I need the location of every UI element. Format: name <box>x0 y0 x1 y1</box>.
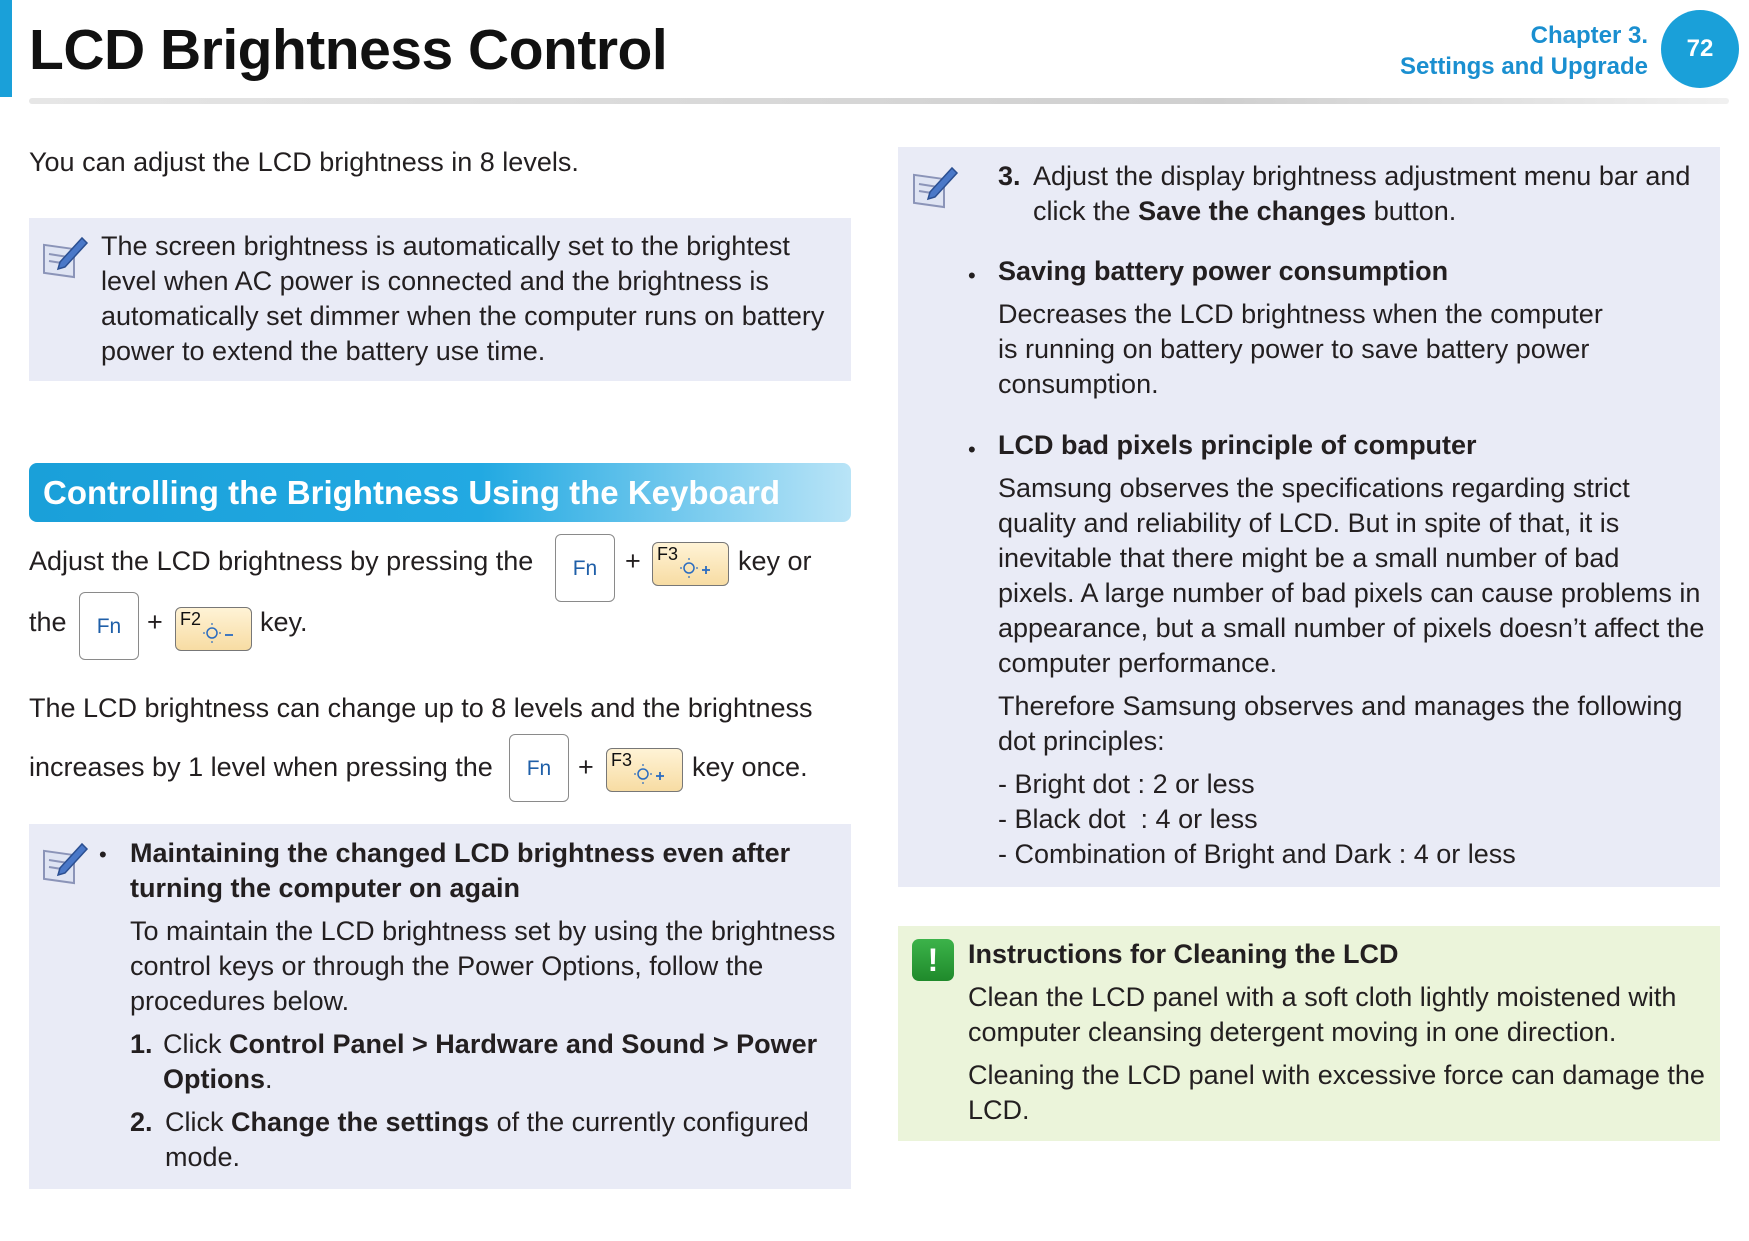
note2-bullet-title: Maintaining the changed LCD brightness even after turning the computer on again <box>130 838 791 903</box>
line1-text-pre: Adjust the LCD brightness by pressing the <box>29 546 534 576</box>
step-2-number: 2. <box>130 1107 153 1137</box>
note-pencil-icon <box>908 160 960 210</box>
fn-key-icon: Fn <box>79 592 139 660</box>
intro-text: You can adjust the LCD brightness in 8 levels. <box>29 147 579 177</box>
plus-sign: + <box>578 752 594 782</box>
note1-text <box>101 229 846 369</box>
header-accent-bar <box>0 0 12 97</box>
bullet-dot: • <box>968 437 976 462</box>
bullet-dot: • <box>99 842 107 867</box>
f3-brightness-up-key-icon: F3 <box>606 748 683 792</box>
control-panel-path: Control Panel > Hardware and Sound > Power <box>229 1029 818 1059</box>
fn-key-icon: Fn <box>509 734 569 802</box>
note2-description: To maintain the LCD brightness set by using the brightness control keys or through the Power Options, follow the procedures below. <box>130 916 836 1016</box>
list-item: - Combination of Bright and Dark : 4 or less <box>998 839 1516 869</box>
step-1: 1. Click Control Panel > Hardware and Sound > Power Options. <box>130 1029 818 1094</box>
chapter-label <box>1400 20 1648 82</box>
step-1-number: 1. <box>130 1029 153 1059</box>
page-number-badge: 72 <box>1661 10 1739 88</box>
note1-line: automatically set dimmer when the computer runs on battery <box>101 301 825 331</box>
f3-brightness-up-key-icon: F3 <box>652 542 729 586</box>
f2-brightness-down-key-icon: F2 <box>175 607 252 651</box>
caution-icon: ! <box>912 939 954 981</box>
header-divider <box>29 98 1729 104</box>
step-2: 2. Click Change the settings of the currently configured mode. <box>130 1107 809 1172</box>
section-heading: Controlling the Brightness Using the Keyboard <box>29 463 851 522</box>
change-settings-link-text: Change the settings <box>231 1107 490 1137</box>
saving-battery-block: Saving battery power consumption Decreases the LCD brightness when the computer is running on battery power to save battery power consumption. <box>998 254 1713 402</box>
keyboard-line-3: The LCD brightness can change up to 8 levels and the brightness <box>29 693 813 723</box>
note-pencil-icon <box>38 230 90 280</box>
plus-sign: + <box>147 607 163 637</box>
dot-principles-list <box>998 767 1713 872</box>
note1-line: power to extend the battery use time. <box>101 336 546 366</box>
plus-sign: + <box>625 546 641 576</box>
bad-pixels-title: LCD bad pixels principle of computer <box>998 430 1477 460</box>
list-item: - Black dot : 4 or less <box>998 804 1258 834</box>
fn-key-icon: Fn <box>555 534 615 602</box>
note2-content <box>130 836 850 1175</box>
line4-text-post: key once. <box>692 752 808 782</box>
bad-pixels-block: LCD bad pixels principle of computer Samsung observes the specifications regarding strict quality and reliability of LCD. But in spite of that, it is inevitable that there might be a small number of bad pixels. A large number of bad pixels can cause problems in appearance, but a small number of pixels doesn’t affect the computer performance. Therefore Samsung observes and manages the following dot principles: - Bright dot : 2 or less - Black dot : 4 or less - Combination of Bright and Dark : 4 or less <box>998 428 1713 872</box>
step-3-number: 3. <box>998 161 1021 191</box>
line1-text-post: key or <box>738 546 812 576</box>
step-3: 3. Adjust the display brightness adjustment menu bar and click the Save the changes button. <box>998 161 1691 226</box>
chapter-number: Chapter 3. <box>1530 22 1648 49</box>
note-pencil-icon <box>38 836 90 886</box>
save-changes-link-text: Save the changes <box>1138 196 1367 226</box>
chapter-title: Settings and Upgrade <box>1399 53 1648 80</box>
note1-line: The screen brightness is automatically set to the brightest <box>101 231 790 261</box>
saving-battery-title: Saving battery power consumption <box>998 256 1449 286</box>
page-title: LCD Brightness Control <box>29 18 668 82</box>
note1-line: level when AC power is connected and the brightness is <box>101 266 769 296</box>
tip-content: Instructions for Cleaning the LCD Clean the LCD panel with a soft cloth lightly moistened with computer cleansing detergent moving in one direction. Cleaning the LCD panel with excessive force can damage the LCD. <box>968 937 1713 1128</box>
keyboard-line-1 <box>29 546 533 577</box>
bullet-dot: • <box>968 263 976 288</box>
list-item: - Bright dot : 2 or less <box>998 769 1255 799</box>
line2-text-pre: the <box>29 607 67 637</box>
line2-text-post: key. <box>260 607 308 637</box>
line4-text-pre: increases by 1 level when pressing the <box>29 752 493 782</box>
tip-title: Instructions for Cleaning the LCD <box>968 939 1399 969</box>
